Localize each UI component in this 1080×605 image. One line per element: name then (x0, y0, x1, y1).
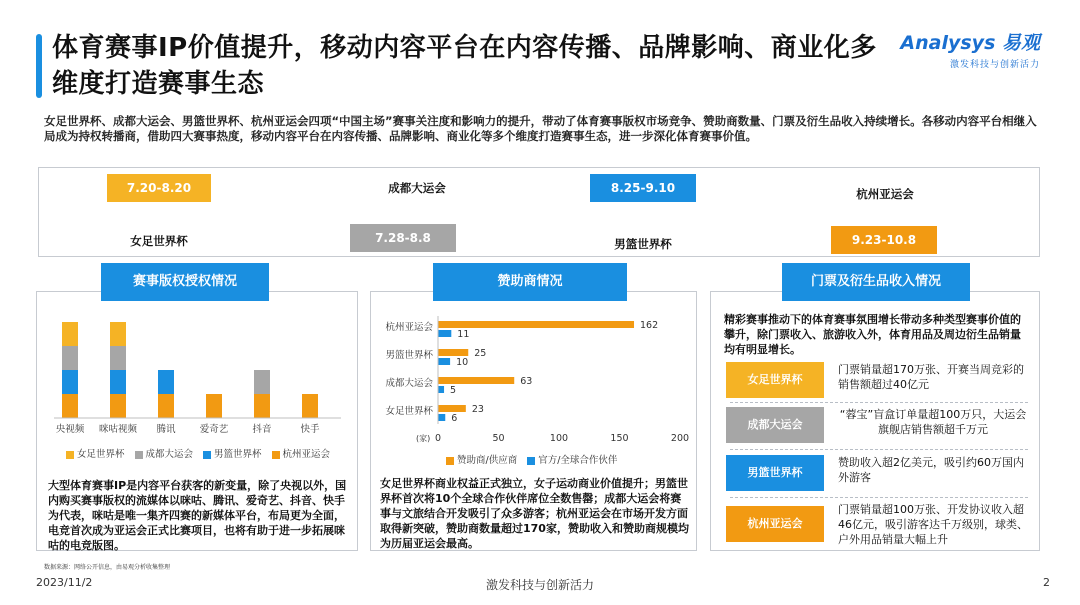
rights-legend-label-2: 成都大运会 (145, 449, 194, 460)
timeline-dates-mens-basketball: 8.25-9.10 (590, 174, 696, 202)
sponsors-bar-2-2 (438, 358, 450, 365)
sponsors-value-label-4-1: 23 (471, 404, 484, 415)
sponsors-value-label-2-1: 25 (474, 348, 487, 359)
revenue-tag-chengdu-universiade: 成都大运会 (726, 407, 824, 443)
sponsors-y-tick-3: 成都大运会 (385, 378, 433, 389)
revenue-panel-intro: 精彩赛事推动下的体育赛事氛围增长带动多种类型赛事价值的攀升，除门票收入、旅游收入外，体育用品及周边衍生品销量均有明显增长。 (724, 313, 1021, 356)
sponsors-bar-1-1 (438, 321, 634, 328)
rights-bar-1-3 (62, 370, 78, 394)
rights-stacked-bar-chart (36, 310, 358, 460)
rights-bar-1-4 (62, 394, 78, 418)
revenue-divider-2 (730, 449, 1028, 450)
sponsors-value-label-4-2: 6 (451, 413, 458, 424)
sponsors-x-tick-1: 0 (434, 433, 442, 444)
sponsors-value-label-1-2: 11 (457, 329, 470, 340)
sponsors-panel-text: 女足世界杯商业权益正式独立，女子运动商业价值提升；男篮世界杯首次将10个全球合作伙伴席位全数售罄；成都大运会将赛事与文旅结合开发吸引了众多游客；杭州亚运会在市场开发方面取得新突破，赞助商数量超过170家，赞助收入和赞助商规模均为历届亚运会最高。 (380, 477, 689, 550)
rights-bar-2-1 (110, 322, 126, 346)
sponsors-value-label-3-1: 63 (520, 376, 533, 387)
data-source-note: 数据来源：网络公开信息，由易观分析收集整理 (44, 564, 171, 571)
rights-bar-4-4 (206, 394, 222, 418)
revenue-panel-title: 门票及衍生品收入情况 (782, 263, 970, 301)
rights-panel-title: 赛事版权授权情况 (101, 263, 269, 301)
sponsors-legend-item-1 (446, 452, 517, 466)
rights-legend-item-4 (272, 446, 331, 460)
event-timeline (38, 167, 1040, 257)
revenue-desc-womens-world-cup: 门票销量超170万张、开赛当周竞彩的销售额超过40亿元 (838, 363, 1024, 391)
revenue-divider-1 (730, 402, 1028, 403)
sponsors-bar-2-1 (438, 349, 468, 356)
rights-bar-6-4 (302, 394, 318, 418)
sponsors-panel-title: 赞助商情况 (433, 263, 627, 301)
page-number: 2 (1043, 576, 1050, 589)
sponsors-value-label-2-2: 10 (456, 357, 469, 368)
sponsors-x-tick-5: 200 (670, 433, 690, 444)
rights-legend-item-2 (135, 446, 194, 460)
rights-legend-label-3: 男篮世界杯 (214, 449, 262, 460)
timeline-event-womens-world-cup: 女足世界杯 (130, 234, 188, 248)
timeline-event-chengdu-universiade: 成都大运会 (388, 181, 446, 195)
sponsors-unit-label: (家) (416, 434, 431, 443)
revenue-desc-hangzhou-asian-games: 门票销量超100万张、开发协议收入超46亿元，吸引游客达千万级别，球类、户外用品销量大幅上升 (838, 503, 1028, 546)
rights-legend-label-1: 女足世界杯 (77, 449, 125, 460)
sponsors-y-tick-2: 男篮世界杯 (385, 350, 433, 361)
sponsors-horizontal-bar-chart (370, 310, 697, 470)
timeline-dates-womens-world-cup: 7.20-8.20 (107, 174, 211, 202)
rights-x-tick-5: 抖音 (252, 424, 272, 435)
revenue-desc-mens-basketball: 赞助收入超2亿美元，吸引约60万国内外游客 (838, 456, 1024, 484)
rights-legend (66, 446, 330, 460)
sponsors-x-tick-2: 50 (492, 433, 505, 444)
revenue-row-womens-world-cup (726, 362, 1026, 398)
timeline-dates-hangzhou-asian-games: 9.23-10.8 (831, 226, 937, 254)
rights-x-tick-6: 快手 (300, 424, 320, 435)
sponsors-y-tick-1: 杭州亚运会 (385, 322, 433, 333)
rights-bar-3-3 (158, 370, 174, 394)
sponsors-bar-3-2 (438, 386, 444, 393)
footer-date: 2023/11/2 (36, 576, 93, 589)
timeline-event-hangzhou-asian-games: 杭州亚运会 (856, 187, 914, 201)
rights-bar-2-4 (110, 394, 126, 418)
rights-legend-item-3 (203, 446, 262, 460)
revenue-tag-hangzhou-asian-games: 杭州亚运会 (726, 506, 824, 542)
rights-panel-text: 大型体育赛事IP是内容平台获客的新变量，除了央视以外，国内购买赛事版权的流媒体以咪咕、腾讯、爱奇艺、抖音、快手为代表，咪咕是唯一集齐四赛的新媒体平台，布局更为全面，电竞首次成为亚运会正式比赛项目，也将有助于进一步拓展咪咕的电竞版图。 (48, 479, 347, 552)
sponsors-legend-item-2 (527, 452, 617, 466)
sponsors-legend (446, 452, 617, 466)
rights-bar-5-4 (254, 394, 270, 418)
revenue-row-mens-basketball (726, 455, 1026, 491)
rights-bar-2-2 (110, 346, 126, 370)
sponsors-value-label-1-1: 162 (640, 320, 659, 331)
rights-x-tick-2: 咪咕视频 (98, 424, 138, 435)
revenue-tag-mens-basketball: 男篮世界杯 (726, 455, 824, 491)
rights-x-tick-3: 腾讯 (156, 424, 176, 435)
logo-wordmark: Analysys 易观 (900, 32, 1040, 54)
sponsors-bar-4-1 (438, 405, 466, 412)
analysys-logo (900, 28, 1040, 70)
rights-legend-item-1 (66, 446, 125, 460)
timeline-dates-chengdu-universiade: 7.28-8.8 (350, 224, 456, 252)
rights-legend-label-4: 杭州亚运会 (282, 449, 331, 460)
page-title: 体育赛事IP价值提升，移动内容平台在内容传播、品牌影响、商业化多维度打造赛事生态 (52, 33, 877, 99)
sponsors-x-tick-4: 150 (610, 433, 629, 444)
sponsors-bar-1-2 (438, 330, 451, 337)
revenue-row-chengdu-universiade (726, 407, 1026, 443)
rights-bar-2-3 (110, 370, 126, 394)
rights-bar-5-2 (254, 370, 270, 394)
sponsors-bar-3-1 (438, 377, 514, 384)
logo-slogan: 激发科技与创新活力 (949, 60, 1040, 70)
rights-x-tick-4: 爱奇艺 (199, 424, 229, 435)
intro-paragraph: 女足世界杯、成都大运会、男篮世界杯、杭州亚运会四项“中国主场”赛事关注度和影响力的提升，带动了体育赛事版权市场竞争、赞助商数量、门票及衍生品收入持续增长。各移动内容平台相继入局成为持权转播商，借助四大赛事热度，移动内容平台在内容传播、品牌影响、商业化等多个维度打造赛事生态，进一步深化体育赛事价值。 (44, 114, 1037, 143)
sponsors-y-tick-4: 女足世界杯 (385, 406, 433, 417)
rights-bar-1-1 (62, 322, 78, 346)
timeline-event-mens-basketball: 男篮世界杯 (614, 237, 672, 251)
sponsors-legend-label-2: 官方/全球合作伙伴 (538, 455, 618, 466)
sponsors-legend-label-1: 赞助商/供应商 (457, 455, 518, 466)
title-accent-bar (36, 34, 42, 98)
sponsors-value-label-3-2: 5 (450, 385, 457, 396)
rights-bar-3-4 (158, 394, 174, 418)
footer-slogan: 激发科技与创新活力 (485, 578, 594, 592)
revenue-desc-chengdu-universiade: “蓉宝”盲盒订单量超100万只，大运会旗舰店销售额超千万元 (839, 408, 1027, 436)
sponsors-bar-4-2 (438, 414, 445, 421)
revenue-row-hangzhou-asian-games (726, 503, 1028, 546)
rights-x-tick-1: 央视频 (55, 424, 85, 435)
rights-bar-1-2 (62, 346, 78, 370)
sponsors-x-tick-3: 100 (549, 433, 569, 444)
revenue-tag-womens-world-cup: 女足世界杯 (726, 362, 824, 398)
revenue-divider-3 (730, 497, 1028, 498)
